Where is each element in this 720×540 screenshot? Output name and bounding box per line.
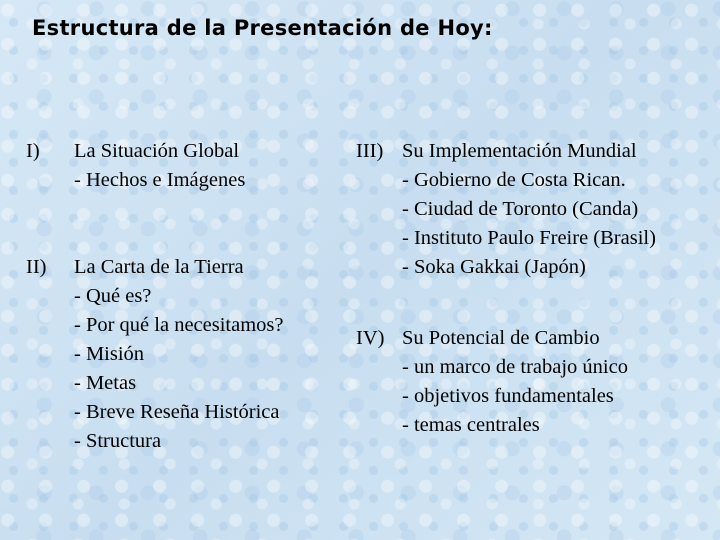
list-item: - Metas: [74, 372, 137, 394]
section-numeral: III): [356, 140, 384, 162]
section-heading: La Situación Global: [74, 140, 240, 162]
list-item: - temas centrales: [402, 414, 540, 436]
section-4: [356, 324, 656, 440]
list-item: - un marco de trabajo único: [402, 356, 628, 378]
section-numeral: IV): [356, 327, 385, 349]
slide-title: Estructura de la Presentación de Hoy:: [32, 16, 493, 40]
section-1: [26, 137, 283, 195]
list-item: - Instituto Paulo Freire (Brasil): [402, 227, 656, 249]
right-column: [356, 137, 656, 440]
list-item: - Misión: [74, 343, 145, 365]
left-column: [26, 137, 283, 456]
list-item: - Soka Gakkai (Japón): [402, 256, 586, 278]
list-item: - Breve Reseña Histórica: [74, 401, 280, 423]
list-item: - Hechos e Imágenes: [74, 169, 246, 191]
section-heading: Su Implementación Mundial: [402, 140, 637, 162]
section-3: [356, 137, 656, 282]
list-item: - Qué es?: [74, 285, 152, 307]
section-2: [26, 253, 283, 456]
list-item: - Structura: [74, 430, 162, 452]
list-item: - objetivos fundamentales: [402, 385, 614, 407]
list-item: - Ciudad de Toronto (Canda): [402, 198, 639, 220]
section-numeral: II): [26, 256, 47, 278]
section-numeral: I): [26, 140, 40, 162]
section-heading: Su Potencial de Cambio: [402, 327, 600, 349]
list-item: - Por qué la necesitamos?: [74, 314, 284, 336]
section-heading: La Carta de la Tierra: [74, 256, 244, 278]
list-item: - Gobierno de Costa Rican.: [402, 169, 626, 191]
